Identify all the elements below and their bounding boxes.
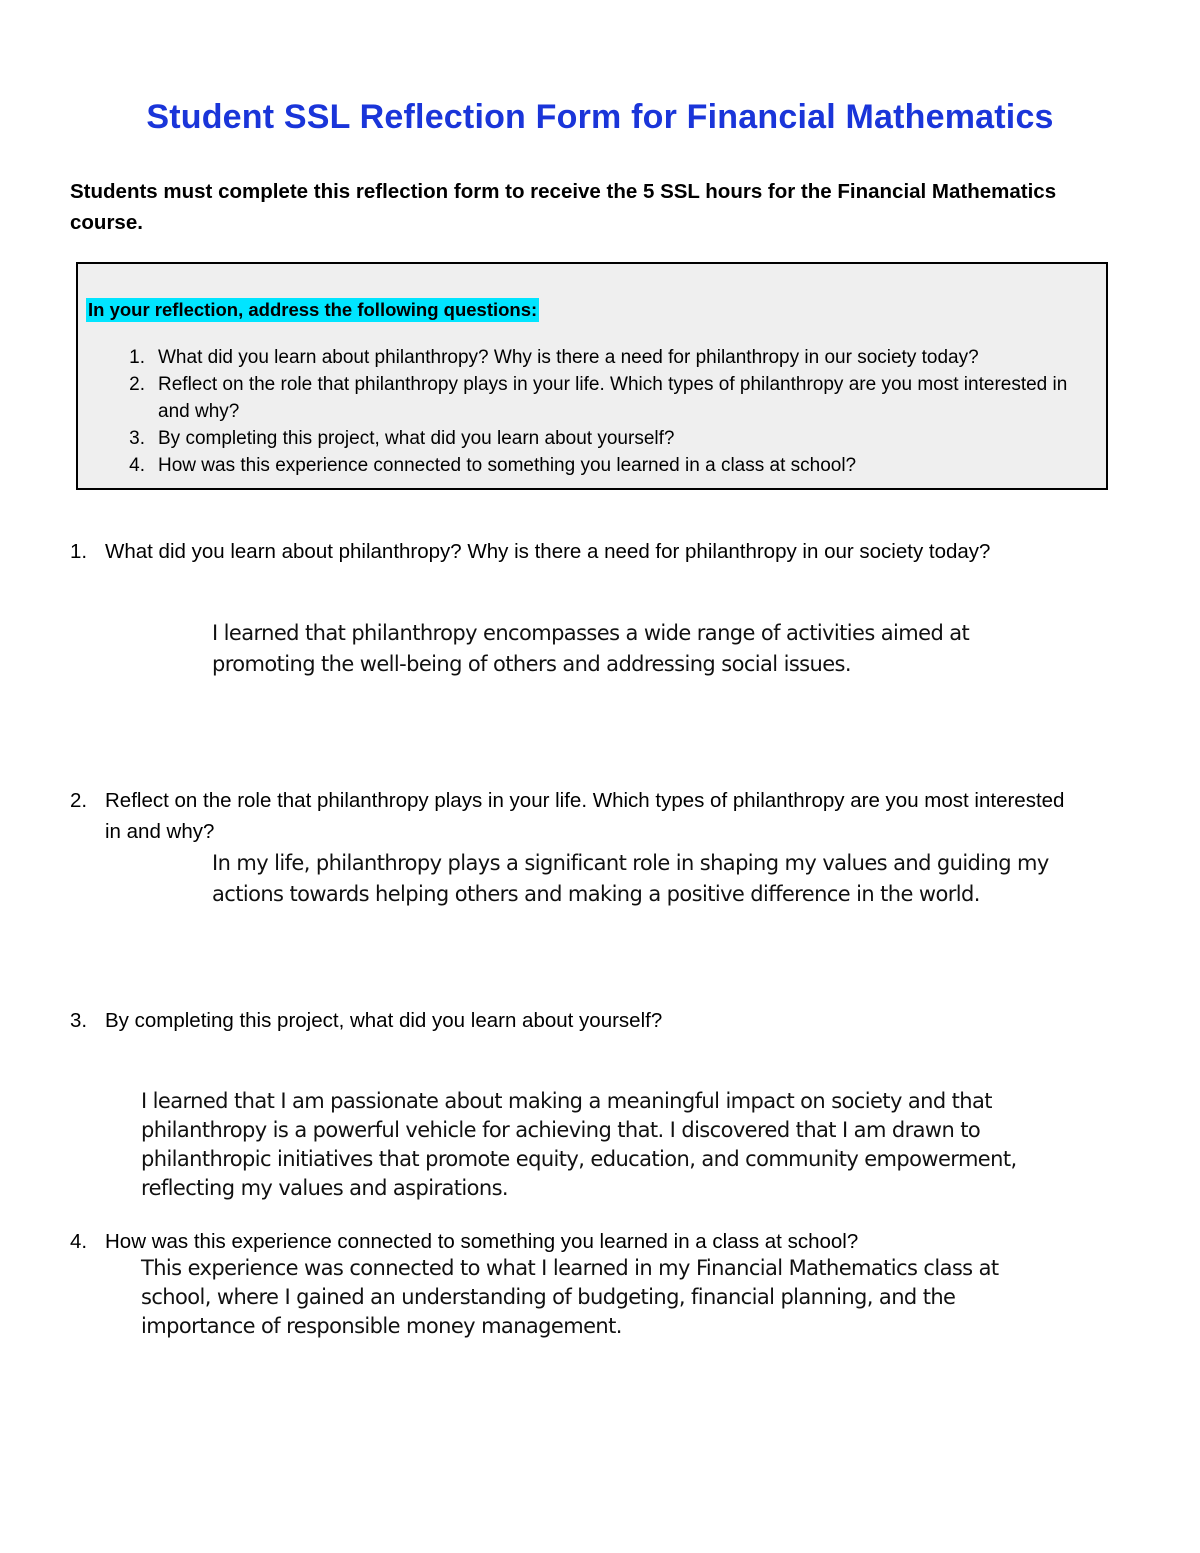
question-text: How was this experience connected to something you learned in a class at school? [105,1230,859,1253]
question-3 [70,1005,1070,1036]
intro-text: Students must complete this reflection form to receive the 5 SSL hours for the Financial Mathematics course. [70,180,1057,234]
instruction-text: Reflect on the role that philanthropy plays in your life. Which types of philanthropy are you most interested in and why? [158,374,1068,422]
question-1 [70,536,1070,567]
instruction-text: How was this experience connected to something you learned in a class at school? [158,455,857,476]
instruction-item [78,425,1106,452]
instruction-text: What did you learn about philanthropy? Why is there a need for philanthropy in our society today? [158,347,979,368]
question-4 [70,1226,1070,1257]
question-text: By completing this project, what did you learn about yourself? [105,1009,663,1032]
instruction-item [78,344,1106,371]
question-text: Reflect on the role that philanthropy plays in your life. Which types of philanthropy are you most interested in and why? [105,789,1065,843]
question-number: 2. [70,789,88,812]
question-number: 3. [70,1009,88,1032]
instruction-item [78,452,1106,479]
question-number: 4. [70,1230,88,1253]
instruction-number: 3. [129,428,145,449]
answer-2: In my life, philanthropy plays a significant role in shaping my values and guiding my actions towards helping others and making a positive difference in the world. [212,851,1049,906]
question-text: What did you learn about philanthropy? Why is there a need for philanthropy in our society today? [105,540,991,563]
answer-1: I learned that philanthropy encompasses a wide range of activities aimed at promoting the well-being of others and addressing social issues. [212,621,970,676]
instructions-box [76,262,1108,490]
instruction-text: By completing this project, what did you learn about yourself? [158,428,675,449]
instruction-item [78,371,1106,425]
question-2 [70,785,1070,847]
instruction-number: 1. [129,347,145,368]
answer-4: This experience was connected to what I learned in my Financial Mathematics class at school, where I gained an understanding of budgeting, financial planning, and the importance of responsible money management. [141,1256,999,1338]
instructions-list [78,344,1106,479]
instruction-number: 4. [129,455,145,476]
instructions-heading: In your reflection, address the following questions: [88,299,538,320]
question-number: 1. [70,540,88,563]
page-title: Student SSL Reflection Form for Financial Mathematics [146,98,1054,136]
instruction-number: 2. [129,374,145,395]
answer-3: I learned that I am passionate about making a meaningful impact on society and that philanthropy is a powerful vehicle for achieving that. I discovered that I am drawn to philanthropic initiatives that promote equity, education, and community empowerment, reflecting my values and aspirations. [141,1089,1017,1200]
